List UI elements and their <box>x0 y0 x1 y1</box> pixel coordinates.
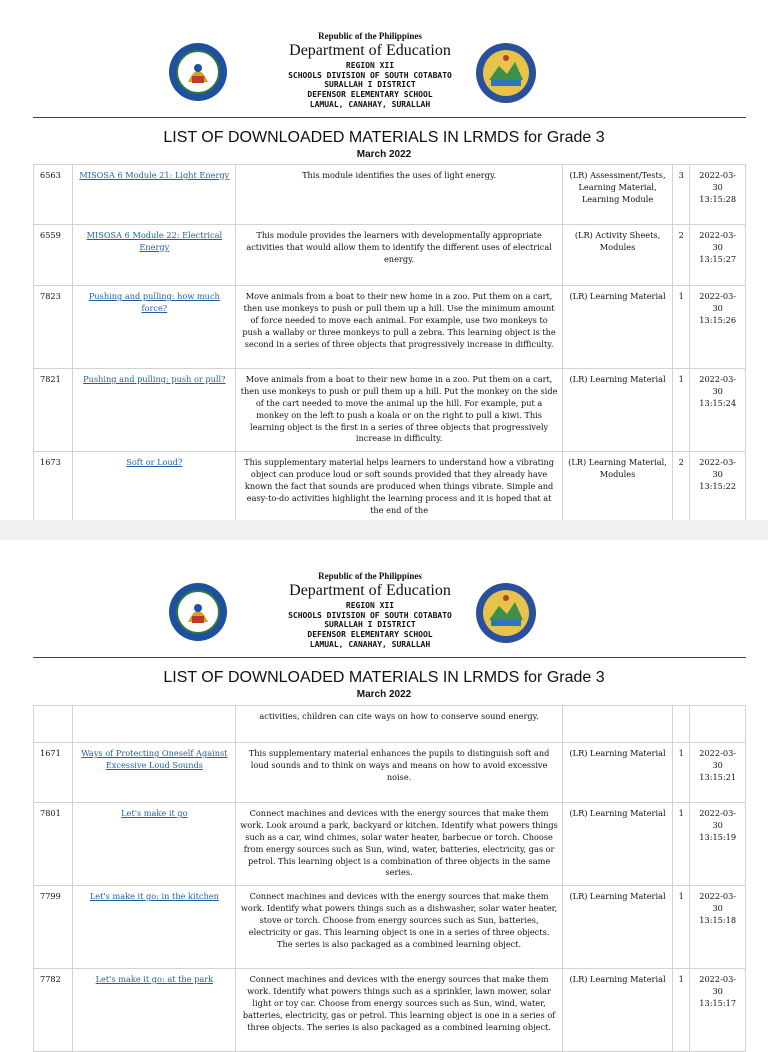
material-id: 7821 <box>40 374 61 384</box>
material-type: (LR) Learning Material, Modules <box>568 457 667 479</box>
download-date-cell <box>690 225 746 286</box>
material-description: This module identifies the uses of light energy. <box>302 170 497 180</box>
material-title-link[interactable]: Let's make it go: at the park <box>95 974 214 984</box>
material-type: (LR) Learning Material <box>569 974 666 984</box>
materials-table-page-2 <box>33 705 746 1052</box>
region-label: REGION XII <box>345 601 395 611</box>
material-type-cell <box>562 706 672 743</box>
report-month: March 2022 <box>356 689 412 700</box>
download-count: 3 <box>678 170 684 180</box>
download-date-cell <box>690 803 746 886</box>
material-id: 6559 <box>40 230 61 240</box>
material-description-cell <box>236 886 563 969</box>
material-type-cell <box>562 369 672 452</box>
material-description: This supplementary material enhances the pupils to distinguish soft and loud sounds and to think on ways and means on how to avoid excessive noise. <box>248 748 550 782</box>
material-description-cell <box>236 369 563 452</box>
download-date: 2022-03-30 13:15:28 <box>699 170 737 204</box>
material-title-link-cell <box>73 803 236 886</box>
materials-table-page-1 <box>33 164 746 522</box>
division-label: SCHOOLS DIVISION OF SOUTH COTABATO <box>288 70 452 80</box>
download-date-cell <box>690 286 746 369</box>
material-description-cell <box>236 969 563 1052</box>
download-date-cell <box>690 969 746 1052</box>
table-row <box>34 743 746 803</box>
material-id: 1671 <box>40 748 61 758</box>
material-type: (LR) Learning Material <box>569 291 666 301</box>
material-id: 1673 <box>40 457 61 467</box>
material-type: (LR) Learning Material <box>569 808 666 818</box>
material-description: Connect machines and devices with the energy sources that make them work. Look around a park, backyard or kitchen. Identify what powers things such as a car, wind chimes, solar water heater, barbecue or torch. Choose from energy sources such as Sun, wind, water, batteries, electricity, gas or petrol. This learning object is a combination of three objects in the same series. <box>240 808 558 878</box>
table-row <box>34 886 746 969</box>
download-date: 2022-03-30 13:15:17 <box>699 974 737 1008</box>
material-description: Move animals from a boat to their new home in a zoo. Put them on a cart, then use monkeys to push or pull them up a hill. Use the minimum amount of force needed to move each animal. For example, use two monkeys to push a wallaby or three monkeys to pull a zebra. This learning object is the second in a series of three objects that progressively increase in difficulty. <box>242 291 556 349</box>
download-count: 2 <box>678 457 684 467</box>
material-type-cell <box>562 886 672 969</box>
material-title-link-cell <box>73 286 236 369</box>
district-label: SURALLAH I DISTRICT <box>324 620 416 630</box>
material-title-link-cell <box>73 969 236 1052</box>
download-date-cell <box>690 165 746 225</box>
material-description-cell <box>236 225 563 286</box>
header-divider <box>33 657 746 658</box>
region-label: REGION XII <box>345 61 395 71</box>
material-type-cell <box>562 743 672 803</box>
school-label: DEFENSOR ELEMENTARY SCHOOL <box>307 630 433 640</box>
download-count: 1 <box>678 974 684 984</box>
division-seal-icon <box>475 42 537 104</box>
material-id-cell <box>34 286 73 369</box>
download-count-cell <box>673 225 690 286</box>
material-description: This module provides the learners with developmentally appropriate activities that would allow them to identify the different uses of electrical energy. <box>246 230 552 264</box>
material-title-link[interactable]: Let's make it go <box>121 808 188 818</box>
download-date-cell <box>690 886 746 969</box>
division-label: SCHOOLS DIVISION OF SOUTH COTABATO <box>288 610 452 620</box>
download-date-cell <box>690 743 746 803</box>
republic-label: Republic of the Philippines <box>318 31 422 41</box>
address-label: LAMUAL, CANAHAY, SURALLAH <box>309 639 431 649</box>
material-id: 7801 <box>40 808 61 818</box>
table-row <box>34 452 746 522</box>
document-page-1 <box>0 0 768 520</box>
material-id: 7782 <box>40 974 61 984</box>
download-date: 2022-03-30 13:15:22 <box>699 457 737 491</box>
download-count-cell <box>673 706 690 743</box>
material-type-cell <box>562 165 672 225</box>
material-description-cell <box>236 743 563 803</box>
material-title-link[interactable]: Soft or Loud? <box>126 457 183 467</box>
download-date: 2022-03-30 13:15:26 <box>699 291 737 325</box>
download-date: 2022-03-30 13:15:21 <box>699 748 737 782</box>
download-count: 1 <box>678 291 684 301</box>
material-id-cell <box>34 803 73 886</box>
material-type-cell <box>562 969 672 1052</box>
material-title-link-cell <box>73 886 236 969</box>
material-type-cell <box>562 286 672 369</box>
download-count-cell <box>673 743 690 803</box>
download-count-cell <box>673 452 690 522</box>
material-type: (LR) Learning Material <box>569 374 666 384</box>
download-count: 1 <box>678 808 684 818</box>
table-row <box>34 286 746 369</box>
material-id-cell <box>34 886 73 969</box>
material-type: (LR) Assessment/Tests, Learning Material, Learning Module <box>569 170 666 204</box>
material-description-cell <box>236 452 563 522</box>
material-title-link-cell <box>73 452 236 522</box>
download-count-cell <box>673 886 690 969</box>
material-description: Move animals from a boat to their new home in a zoo. Put them on a cart, then use monkeys to push or pull them up a hill. Put the monkey on the side of the cart needed to move the animal up the hill. For example, put a monkey on the left to push a koala or on the right to pull a kiwi. This learning object is the first in a series of three objects that progressively increase in difficulty. <box>240 374 558 444</box>
material-type: (LR) Learning Material <box>569 748 666 758</box>
table-row <box>34 969 746 1052</box>
report-month: March 2022 <box>356 149 412 160</box>
department-label: Department of Education <box>289 582 451 600</box>
table-row <box>34 225 746 286</box>
material-description: This supplementary material helps learners to understand how a vibrating object can produce loud or soft sounds provided that they already have known the fact that sounds are produced when things vibrate. Simple and easy-to-do activities highlight the learning process and it is hoped that at the end of the <box>244 457 555 515</box>
material-id-cell <box>34 969 73 1052</box>
material-description-cell <box>236 286 563 369</box>
download-count-cell <box>673 165 690 225</box>
download-count-cell <box>673 803 690 886</box>
material-id-cell <box>34 225 73 286</box>
material-description-cell <box>236 706 563 743</box>
material-type-cell <box>562 452 672 522</box>
republic-label: Republic of the Philippines <box>318 571 422 581</box>
table-row <box>34 706 746 743</box>
material-id: 6563 <box>40 170 61 180</box>
material-description: activities, children can cite ways on how to conserve sound energy. <box>259 711 539 721</box>
school-label: DEFENSOR ELEMENTARY SCHOOL <box>307 90 433 100</box>
material-type-cell <box>562 803 672 886</box>
download-date-cell <box>690 706 746 743</box>
material-title-link[interactable]: Pushing and pulling: how much force? <box>88 291 220 313</box>
material-id-cell <box>34 452 73 522</box>
material-description: Connect machines and devices with the energy sources that make them work. Identify what powers things such as a sprinkler, lawn mower, solar light or toy car. Choose from energy sources such as Sun, wind, water, batteries, electricity, gas or petrol. This learning object is one in a series of three objects. The series is also packaged as a combined learning object. <box>242 974 556 1032</box>
district-label: SURALLAH I DISTRICT <box>324 80 416 90</box>
download-count: 2 <box>678 230 684 240</box>
download-count-cell <box>673 369 690 452</box>
material-title-link-cell <box>73 165 236 225</box>
download-count: 1 <box>678 891 684 901</box>
address-label: LAMUAL, CANAHAY, SURALLAH <box>309 99 431 109</box>
table-row <box>34 803 746 886</box>
download-date-cell <box>690 369 746 452</box>
material-title-link[interactable]: MISOSA 6 Module 21: Light Energy <box>79 170 230 180</box>
material-type-cell <box>562 225 672 286</box>
document-page-2 <box>0 540 768 1032</box>
download-date: 2022-03-30 13:15:27 <box>699 230 737 264</box>
download-count: 1 <box>678 748 684 758</box>
download-date: 2022-03-30 13:15:18 <box>699 891 737 925</box>
download-count: 1 <box>678 374 684 384</box>
material-title-link[interactable]: Ways of Protecting Oneself Against Excessive Loud Sounds <box>81 748 228 770</box>
material-description-cell <box>236 803 563 886</box>
letterhead <box>0 0 768 118</box>
division-seal-icon <box>475 582 537 644</box>
material-title-link-cell <box>73 706 236 743</box>
department-label: Department of Education <box>289 42 451 60</box>
report-title: LIST OF DOWNLOADED MATERIALS IN LRMDS for Grade 3 <box>163 129 605 146</box>
download-count-cell <box>673 286 690 369</box>
letterhead <box>0 540 768 658</box>
header-divider <box>33 117 746 118</box>
material-id: 7823 <box>40 291 61 301</box>
download-date: 2022-03-30 13:15:24 <box>699 374 737 408</box>
material-id-cell <box>34 165 73 225</box>
table-row <box>34 165 746 225</box>
material-description: Connect machines and devices with the energy sources that make them work. Identify what powers things such as a dishwasher, solar water heater, stove or torch. Choose from energy sources such as Sun, batteries, electricity or gas. This learning object is one in a series of three objects. The series is also packaged as a combined learning object. <box>240 891 558 949</box>
material-title-link[interactable]: MISOSA 6 Module 22: Electrical Energy <box>86 230 223 252</box>
material-type: (LR) Learning Material <box>569 891 666 901</box>
material-title-link-cell <box>73 369 236 452</box>
material-description-cell <box>236 165 563 225</box>
page-gap <box>0 520 768 540</box>
material-id-cell <box>34 706 73 743</box>
material-id-cell <box>34 743 73 803</box>
material-title-link[interactable]: Pushing and pulling: push or pull? <box>83 374 226 384</box>
material-title-link-cell <box>73 225 236 286</box>
download-count-cell <box>673 969 690 1052</box>
material-id: 7799 <box>40 891 61 901</box>
material-type: (LR) Activity Sheets, Modules <box>574 230 661 252</box>
material-title-link-cell <box>73 743 236 803</box>
material-title-link[interactable]: Let's make it go: in the kitchen <box>89 891 219 901</box>
table-row <box>34 369 746 452</box>
report-title: LIST OF DOWNLOADED MATERIALS IN LRMDS for Grade 3 <box>163 669 605 686</box>
download-date: 2022-03-30 13:15:19 <box>699 808 737 842</box>
download-date-cell <box>690 452 746 522</box>
material-id-cell <box>34 369 73 452</box>
